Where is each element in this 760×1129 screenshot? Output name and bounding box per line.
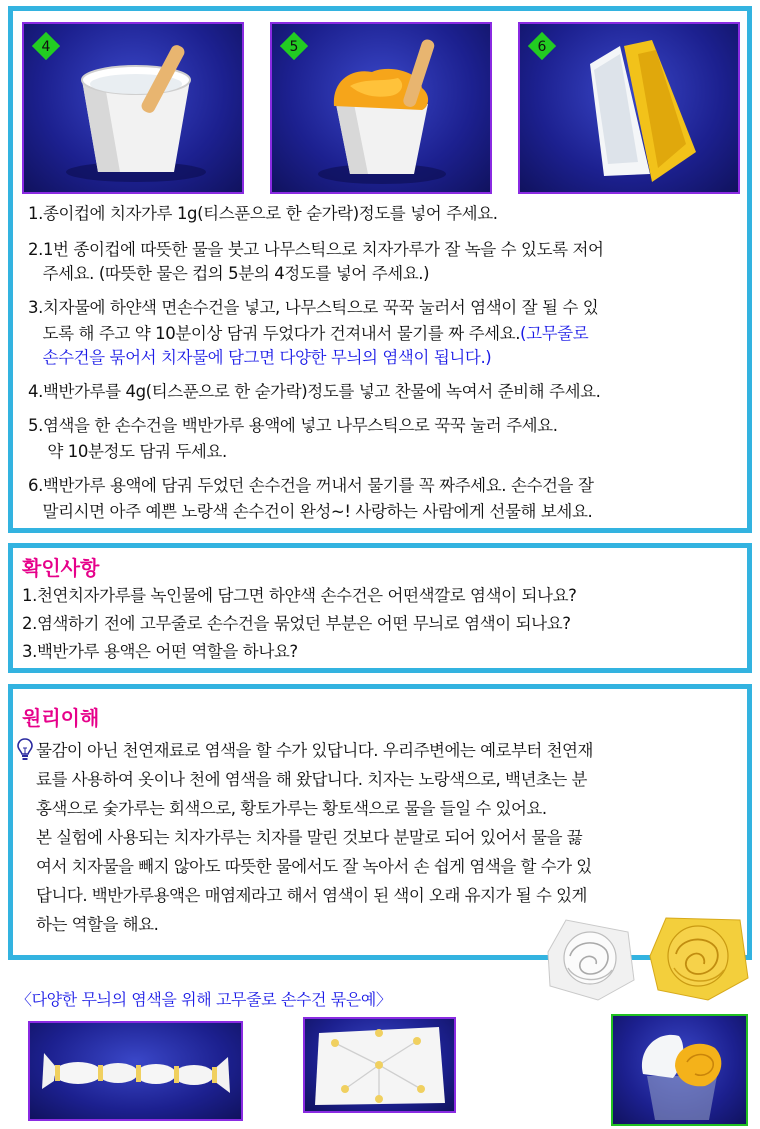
lightbulb-icon	[16, 737, 34, 763]
tied-roll-handkerchief-photo	[28, 1021, 243, 1121]
check-question: 3.백반가루 용액은 어떤 역할을 하나요?	[22, 642, 298, 661]
step-line: 주세요. (따뜻한 물은 컵의 5분의 4정도를 넣어 주세요.)	[28, 264, 430, 283]
tied-points-handkerchief-photo	[303, 1017, 456, 1113]
step-photo-4	[22, 22, 244, 194]
check-question: 1.천연치자가루를 녹인물에 담그면 하얀색 손수건은 어떤색깔로 염색이 되나요?	[22, 586, 577, 605]
rubber-band-tip: (고무줄로	[520, 324, 589, 343]
tied-roll-image	[30, 1023, 241, 1119]
principle-line: 물감이 아닌 천연재료로 염색을 할 수가 있답니다. 우리주변에는 예로부터 천연재	[36, 741, 593, 760]
principle-line: 홍색으로 숯가루는 회색으로, 황토가루는 황토색으로 물을 들일 수 있어요.	[36, 799, 547, 818]
step-line: 말리시면 아주 예쁜 노랑색 손수건이 완성~! 사랑하는 사람에게 선물해 보세요.	[28, 502, 593, 521]
tie-examples-caption: 〈다양한 무늬의 염색을 위해 고무줄로 손수건 묶은예〉	[16, 990, 392, 1009]
check-question: 2.염색하기 전에 고무줄로 손수건을 묶었던 부분은 어떤 무늬로 염색이 되나요?	[22, 614, 571, 633]
rose-in-glass-photo	[611, 1014, 748, 1126]
step-line: 6.백반가루 용액에 담궈 두었던 손수건을 꺼내서 물기를 꼭 짜주세요. 손수건을 잘	[28, 476, 594, 495]
principle-section-title: 원리이해	[22, 706, 100, 730]
step-line: 1.종이컵에 치자가루 1g(티스푼으로 한 숟가락)정도를 넣어 주세요.	[28, 204, 498, 223]
rubber-band-tip: 손수건을 묶어서 치자물에 담그면 다양한 무늬의 염색이 됩니다.)	[28, 348, 492, 367]
step-number-badge	[32, 32, 60, 60]
principle-line: 료를 사용하여 옷이나 천에 염색을 해 왔답니다. 치자는 노랑색으로, 백년초는 분	[36, 770, 587, 789]
principle-line: 하는 역할을 해요.	[36, 915, 159, 934]
yellow-rose-handkerchief-image	[644, 908, 752, 1004]
rose-in-glass-image	[613, 1016, 746, 1124]
principle-line: 본 실험에 사용되는 치자가루는 치자를 말린 것보다 분말로 되어 있어서 물을 끓	[36, 828, 583, 847]
check-section-title: 확인사항	[22, 556, 100, 580]
svg-text:4: 4	[41, 39, 51, 55]
step-line: 3.치자물에 하얀색 면손수건을 넣고, 나무스틱으로 꾹꾹 눌러서 염색이 잘 될 수 있	[28, 298, 599, 317]
white-rose-handkerchief-image	[540, 912, 638, 1004]
tied-points-image	[305, 1019, 454, 1111]
step-line: 약 10분정도 담궈 두세요.	[28, 442, 227, 461]
principle-line: 여서 치자물을 빼지 않아도 따뜻한 물에서도 잘 녹아서 손 쉽게 염색을 할 수가 있	[36, 857, 592, 876]
step-photo-6	[518, 22, 740, 194]
step-line: 도록 해 주고 약 10분이상 담궈 두었다가 건져내서 물기를 짜 주세요.(고무줄로	[28, 324, 589, 343]
step-photo-5	[270, 22, 492, 194]
step-line	[28, 346, 491, 370]
svg-text:6: 6	[537, 39, 547, 55]
step-line: 2.1번 종이컵에 따뜻한 물을 붓고 나무스틱으로 치자가루가 잘 녹을 수 있도록 저어	[28, 240, 604, 259]
svg-text:5: 5	[289, 39, 299, 55]
step-number-badge	[528, 32, 556, 60]
step-line: 5.염색을 한 손수건을 백반가루 용액에 넣고 나무스틱으로 꾹꾹 눌러 주세요.	[28, 416, 558, 435]
step-number-badge	[280, 32, 308, 60]
principle-line: 답니다. 백반가루용액은 매염제라고 해서 염색이 된 색이 오래 유지가 될 수 있게	[36, 886, 587, 905]
step-line: 4.백반가루를 4g(티스푼으로 한 숟가락)정도를 넣고 찬물에 녹여서 준비해 주세요.	[28, 382, 601, 401]
